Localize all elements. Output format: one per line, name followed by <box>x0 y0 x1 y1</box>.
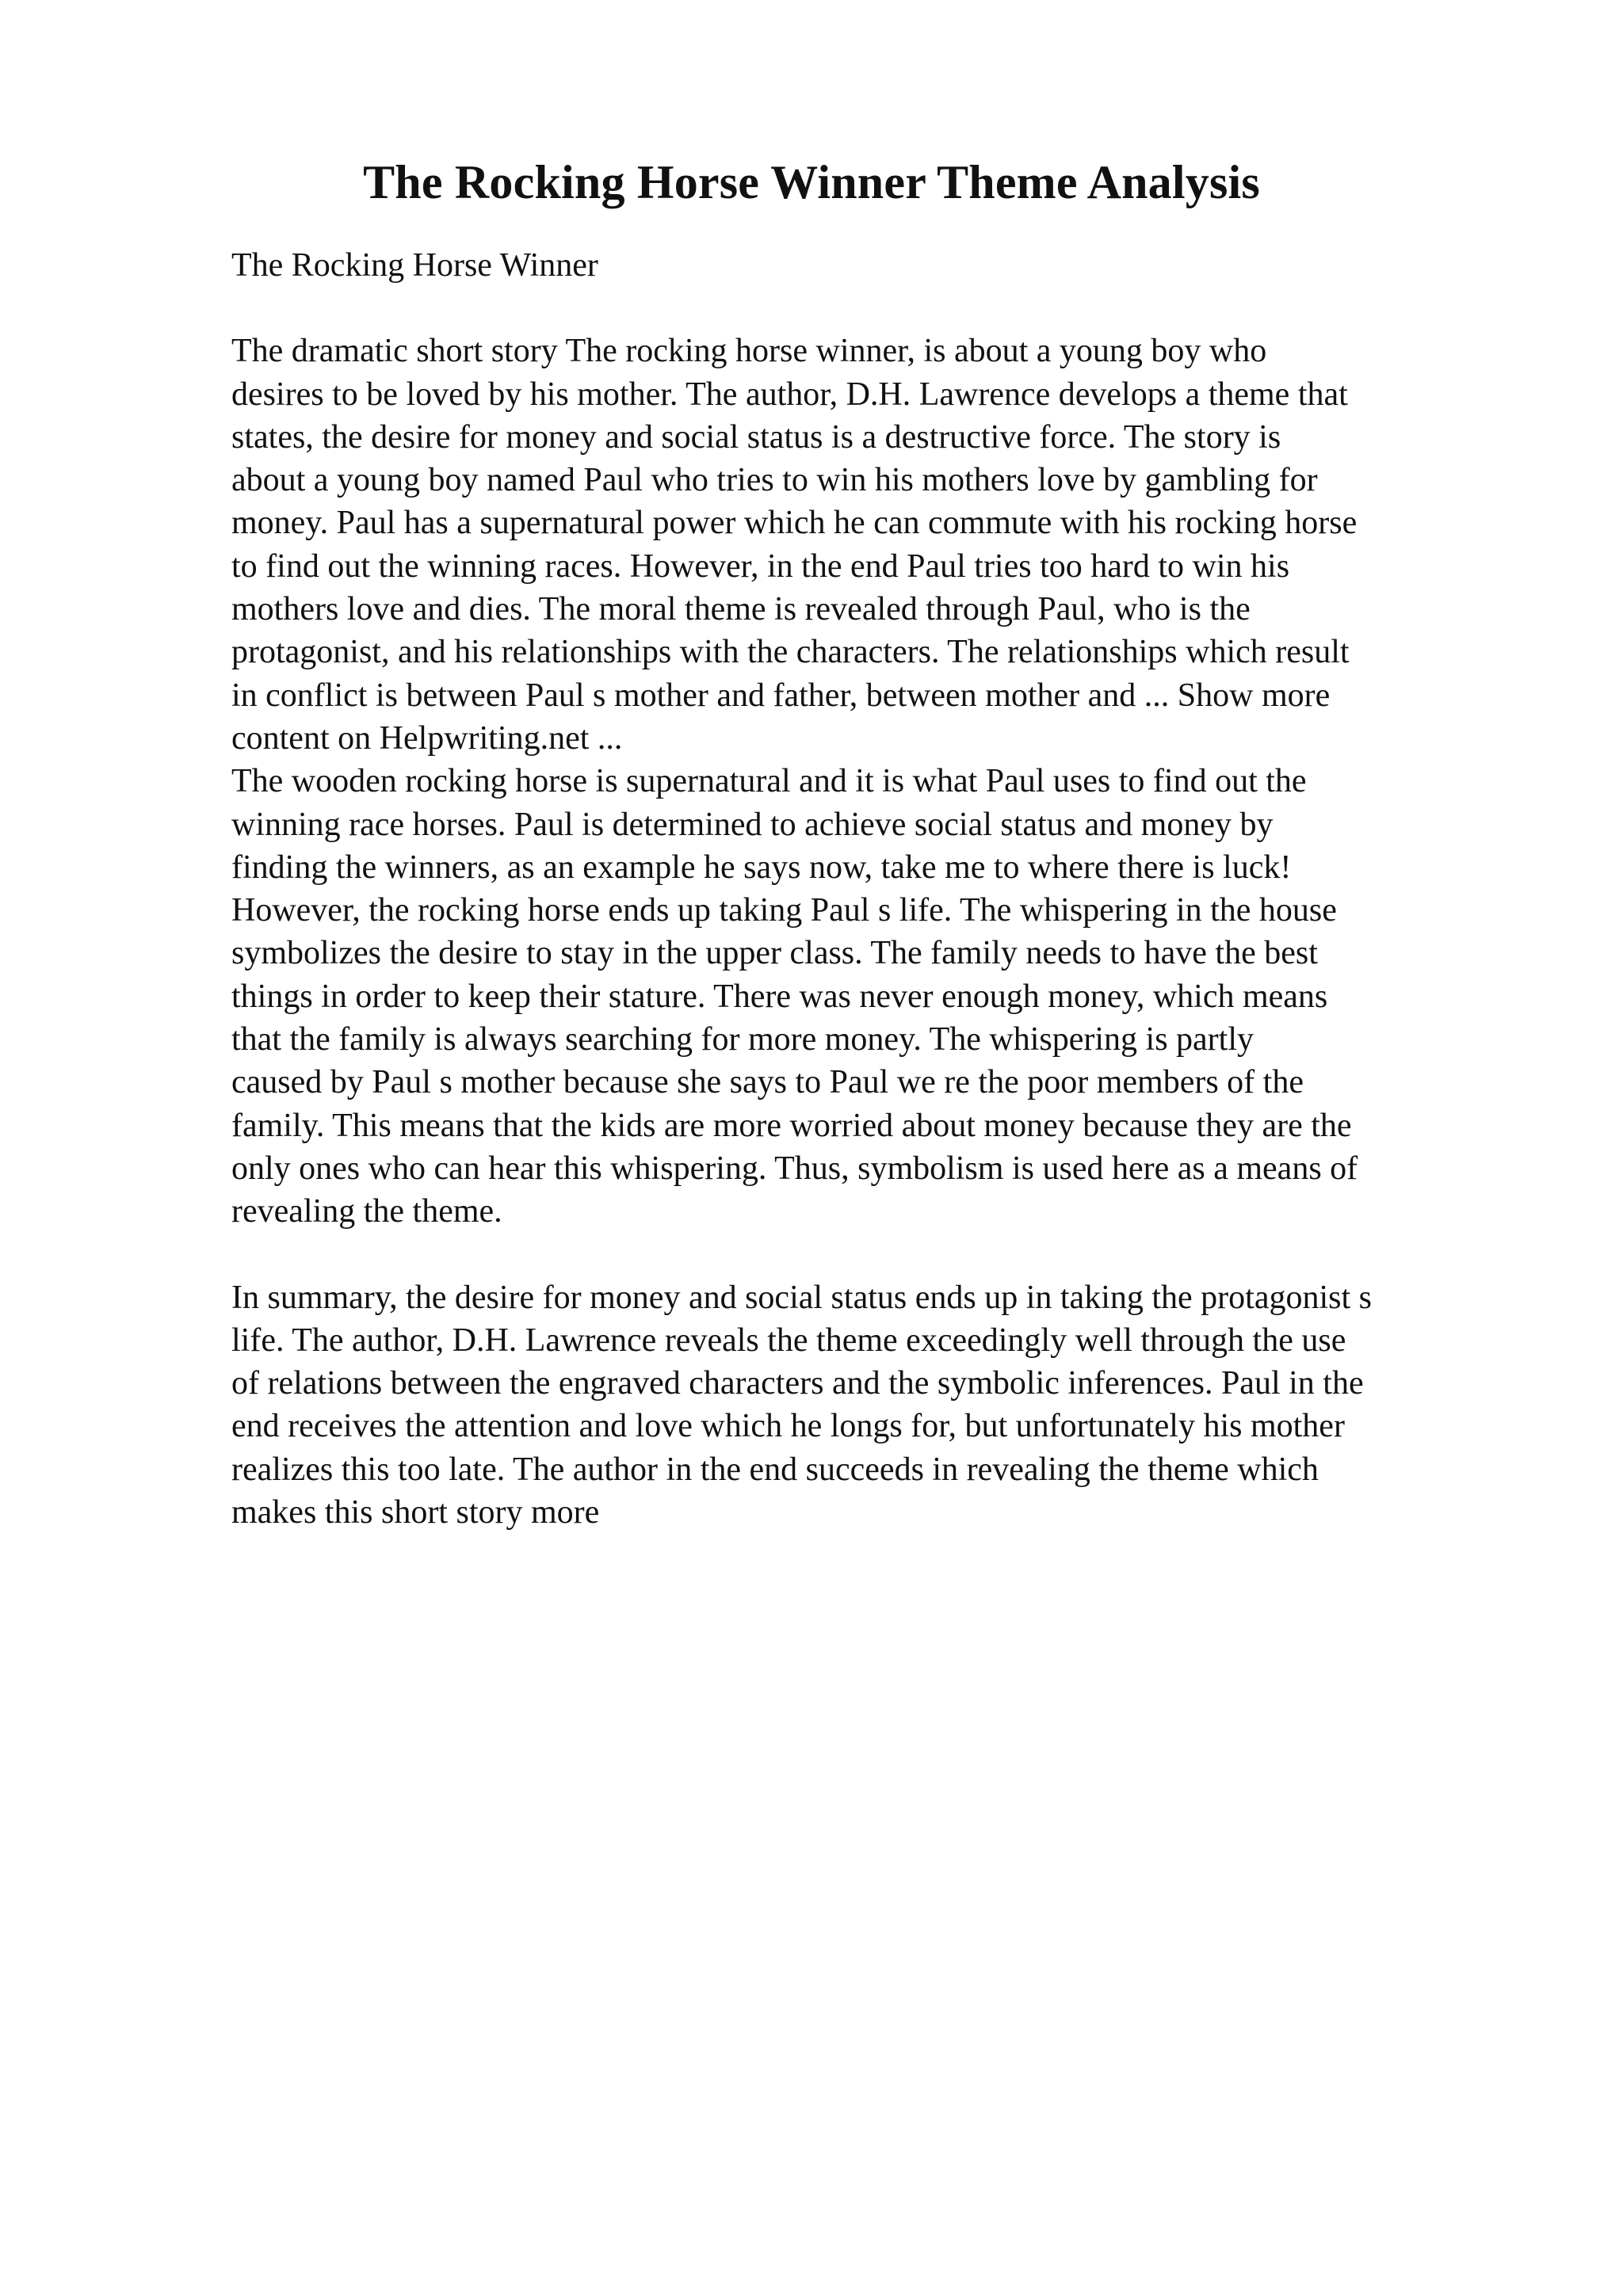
paragraph-line: to find out the winning races. However, in the end Paul tries too hard to win his <box>231 547 1290 585</box>
paragraph-line: symbolizes the desire to stay in the upper class. The family needs to have the best <box>231 935 1318 972</box>
paragraph-line: content on Helpwriting.net ... <box>231 719 623 757</box>
paragraph-line: things in order to keep their stature. There was never enough money, which means <box>231 978 1328 1015</box>
paragraph-line: protagonist, and his relationships with the characters. The relationships which result <box>231 634 1350 671</box>
paragraph-spacer <box>231 287 1515 330</box>
paragraph-line: that the family is always searching for more money. The whispering is partly <box>231 1021 1254 1058</box>
paragraph-line: money. Paul has a supernatural power which he can commute with his rocking horse <box>231 505 1358 542</box>
paragraph-line: makes this short story more <box>231 1494 600 1531</box>
paragraph-line: of relations between the engraved characters and the symbolic inferences. Paul in the <box>231 1365 1364 1402</box>
paragraph-line: about a young boy named Paul who tries to win his mothers love by gambling for <box>231 462 1318 499</box>
paragraph-line: end receives the attention and love which he longs for, but unfortunately his mother <box>231 1408 1345 1445</box>
paragraph-line: caused by Paul s mother because she says to Paul we re the poor members of the <box>231 1064 1304 1101</box>
paragraph-line: finding the winners, as an example he says now, take me to where there is luck! <box>231 849 1292 886</box>
paragraph-line: In summary, the desire for money and social status ends up in taking the protagonist s <box>231 1279 1372 1316</box>
paragraph-1 <box>231 330 1515 760</box>
paragraph-line: family. This means that the kids are more worried about money because they are the <box>231 1107 1352 1144</box>
paragraph-line: winning race horses. Paul is determined to achieve social status and money by <box>231 806 1274 843</box>
paragraph-line: However, the rocking horse ends up taking Paul s life. The whispering in the house <box>231 892 1337 929</box>
paragraph-line: The dramatic short story The rocking horse winner, is about a young boy who <box>231 333 1267 370</box>
paragraph-line: revealing the theme. <box>231 1193 502 1230</box>
paragraph-line: life. The author, D.H. Lawrence reveals the theme exceedingly well through the use <box>231 1322 1346 1359</box>
document-body <box>231 244 1515 1534</box>
paragraph-2 <box>231 760 1515 1233</box>
paragraph-line: states, the desire for money and social status is a destructive force. The story is <box>231 418 1281 456</box>
paragraph-line: desires to be loved by his mother. The author, D.H. Lawrence develops a theme that <box>231 376 1348 413</box>
paragraph-line: in conflict is between Paul s mother and father, between mother and ... Show more <box>231 677 1331 714</box>
paragraph-line: mothers love and dies. The moral theme is revealed through Paul, who is the <box>231 591 1251 628</box>
paragraph-line: The wooden rocking horse is supernatural and it is what Paul uses to find out the <box>231 763 1307 800</box>
subtitle: The Rocking Horse Winner <box>231 247 598 284</box>
paragraph-line: only ones who can hear this whispering. Thus, symbolism is used here as a means of <box>231 1150 1358 1187</box>
paragraph-3 <box>231 1276 1515 1535</box>
document-title: The Rocking Horse Winner Theme Analysis <box>363 156 1260 208</box>
paragraph-line: realizes this too late. The author in the end succeeds in revealing the theme which <box>231 1451 1319 1488</box>
paragraph-spacer <box>231 1234 1515 1276</box>
